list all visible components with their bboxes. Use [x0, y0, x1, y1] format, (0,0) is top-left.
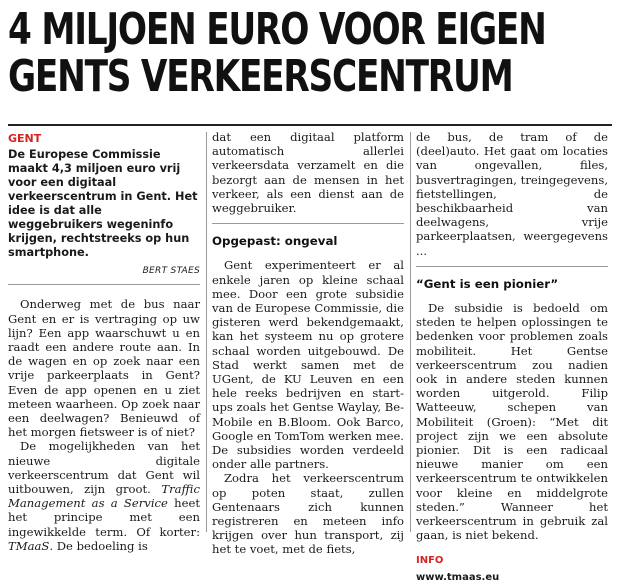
subheading: Opgepast: ongeval [212, 234, 338, 249]
section-kicker: GENT [8, 132, 42, 145]
article-column-3 [416, 130, 608, 585]
subheading: “Gent is een pionier” [416, 276, 559, 291]
article-column-1 [8, 130, 200, 553]
article-column-2 [212, 130, 404, 557]
subhead-divider [416, 266, 608, 267]
body-paragraph: Onderweg met de bus naar Gent en er is vertraging op uw lijn? Een app waarschuwt u en raadt een andere route aan. In de wagen en op zoek naar een vrije parkeerplaats in Gent? Even de app openen en u ziet meteen waarheen. Op zoek naar een deelwagen? Benieuwd of het morgen fietsweer is of niet? [8, 297, 200, 440]
headline-line-2: GENTS VERKEERSCENTRUM [8, 51, 513, 102]
emphasis-term: Traffic Management as a Service [8, 482, 200, 511]
body-paragraph: dat een digitaal platform automatisch allerlei verkeersdata verzamelt en die bezorgt aan de mensen in het verkeer, als een dienst aan de weggebruiker. [212, 130, 404, 216]
headline-line-1: 4 MILJOEN EURO VOOR EIGEN [8, 4, 546, 55]
body-paragraph: De subsidie is bedoeld om steden te helpen oplossingen te bedenken voor problemen zoals mobiliteit. Het Gentse verkeerscentrum zou nadien ook in andere steden kunnen worden uitgerold. Filip Watteeuw, schepen van Mobiliteit (Groen): “Met dit project zijn we een absolute pionier. Dit is een radicaal nieuwe manier om een verkeerscentrum te ontwikkelen voor kleine en middelgrote steden.” Wanneer het verkeerscentrum in gebruik zal gaan, is niet bekend. [416, 301, 608, 543]
byline: BERT STAES [142, 266, 200, 277]
byline-divider [8, 284, 200, 285]
article-headline [8, 4, 546, 102]
column-divider [410, 132, 411, 532]
emphasis-term: TMaaS [8, 538, 50, 553]
article-lead: De Europese Commissie maakt 4,3 miljoen euro vrij voor een digitaal verkeerscentrum in Gent. Het idee is dat alle weggebruikers wegeninfo krijgen, rechtstreeks op hun smartphone. [8, 148, 198, 260]
info-link[interactable]: www.tmaas.eu [416, 571, 500, 583]
body-paragraph: Zodra het verkeerscentrum op poten staat, zullen Gentenaars zich kunnen registreren en meteen info krijgen over hun transport, zij het te voet, met de fiets, [212, 471, 404, 557]
headline-divider [8, 124, 612, 126]
column-divider [206, 132, 207, 532]
info-label: INFO [416, 555, 444, 567]
body-paragraph: Gent experimenteert er al enkele jaren op kleine schaal mee. Door een grote subsidie van de Europese Commissie, die gisteren werd bekendgemaakt, kan het systeem nu op grotere schaal worden uitgebouwd. De Stad werkt samen met de UGent, de KU Leuven en een hele reeks bedrijven en start-ups zoals het Gentse Waylay, Be-Mobile en B.Bloom. Ook Barco, Google en TomTom werken mee. De subsidies worden verdeeld onder alle partners. [212, 258, 404, 472]
subhead-divider [212, 223, 404, 224]
body-paragraph: De mogelijkheden van het nieuwe digitale verkeerscentrum dat Gent wil uitbouwen, zijn groot. Traffic Management as a Service heet het principe met een ingewikkelde term. Of korter: TMaaS. De bedoeling is [8, 439, 200, 553]
body-paragraph: de bus, de tram of de (deel)auto. Het gaat om locaties van ongevallen, files, busvertragingen, treingegevens, fietstellingen, de beschikbaarheid van deelwagens, vrije parkeerplaatsen, weergegevens ... [416, 130, 608, 258]
